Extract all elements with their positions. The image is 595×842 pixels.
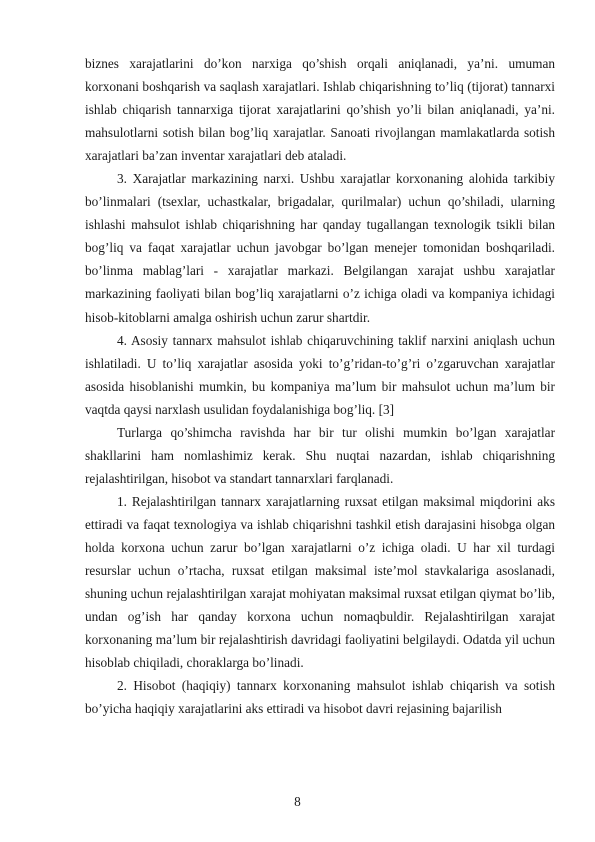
paragraph-5: 2. Hisobot (haqiqiy) tannarx korxonaning mahsulot ishlab chiqarish va sotish bo’yicha haqiqiy xarajatlarini aks ettiradi va hisobot davri rejasining bajarilish bbox=[85, 678, 555, 717]
body-text bbox=[85, 52, 555, 720]
paragraph-1: 3. Xarajatlar markazining narxi. Ushbu xarajatlar korxonaning alohida tarkibiy bo’linmalari (tsexlar, uchastkalar, brigadalar, qurilmalar) uchun qo’shiladi, ularning ishlashi mahsulot ishlab chiqarishning har qanday tugallangan texnologik tsikli bilan bog’liq va faqat xarajatlar uchun javobgar bo’lgan menejer tomonidan boshqariladi. bo’linma mablag’lari - xarajatlar markazi. Belgilangan xarajat ushbu xarajatlar markazining faoliyati bilan bog’liq xarajatlarni o’z ichiga oladi va kompaniya ichidagi hisob-kitoblarni amalga oshirish uchun zarur shartdir. bbox=[85, 171, 555, 325]
paragraph-2: 4. Asosiy tannarx mahsulot ishlab chiqaruvchining taklif narxini aniqlash uchun ishlatiladi. U to’liq xarajatlar asosida yoki to’g’ridan-to’g’ri o’zgaruvchan xarajatlar asosida hisoblanishi mumkin, bu kompaniya ma’lum bir mahsulot uchun ma’lum bir vaqtda qaysi narxlash usulidan foydalanishiga bog’liq. [3] bbox=[85, 332, 555, 417]
paragraph-3: Turlarga qo’shimcha ravishda har bir tur olishi mumkin bo’lgan xarajatlar shakllarini ham nomlashimiz kerak. Shu nuqtai nazardan, ishlab chiqarishning rejalashtirilgan, hisobot va standart tannarxlari farqlanadi. bbox=[85, 424, 555, 486]
paragraph-4: 1. Rejalashtirilgan tannarx xarajatlarning ruxsat etilgan maksimal miqdorini aks ettiradi va faqat texnologiya va ishlab chiqarishni tashkil etish darajasini hisobga olgan holda korxona uchun zarur bo’lgan xarajatlarni o’z ichiga oladi. U har xil turdagi resurslar uchun o’rtacha, ruxsat etilgan maksimal iste’mol stavkalariga asoslanadi, shuning uchun rejalashtirilgan xarajat mohiyatan maksimal ruxsat etilgan qiymat bo’lib, undan og’ish har qanday korxona uchun nomaqbuldir. Rejalashtirilgan xarajat korxonaning ma’lum bir rejalashtirish davridagi faoliyatini belgilaydi. Odatda yil uchun hisoblab chiqiladi, choraklarga bo’linadi. bbox=[85, 493, 555, 671]
page-number: 8 bbox=[294, 794, 301, 809]
paragraph-0: biznes xarajatlarini do’kon narxiga qo’shish orqali aniqlanadi, ya’ni. umuman korxonani boshqarish va saqlash xarajatlari. Ishlab chiqarishning to’liq (tijorat) tannarxi ishlab chiqarish tannarxiga tijorat xarajatlarini qo’shish yo’li bilan aniqlanadi, ya’ni. mahsulotlarni sotish bilan bog’liq xarajatlar. Sanoati rivojlangan mamlakatlarda sotish xarajatlari ba’zan inventar xarajatlari deb ataladi. bbox=[85, 56, 555, 164]
